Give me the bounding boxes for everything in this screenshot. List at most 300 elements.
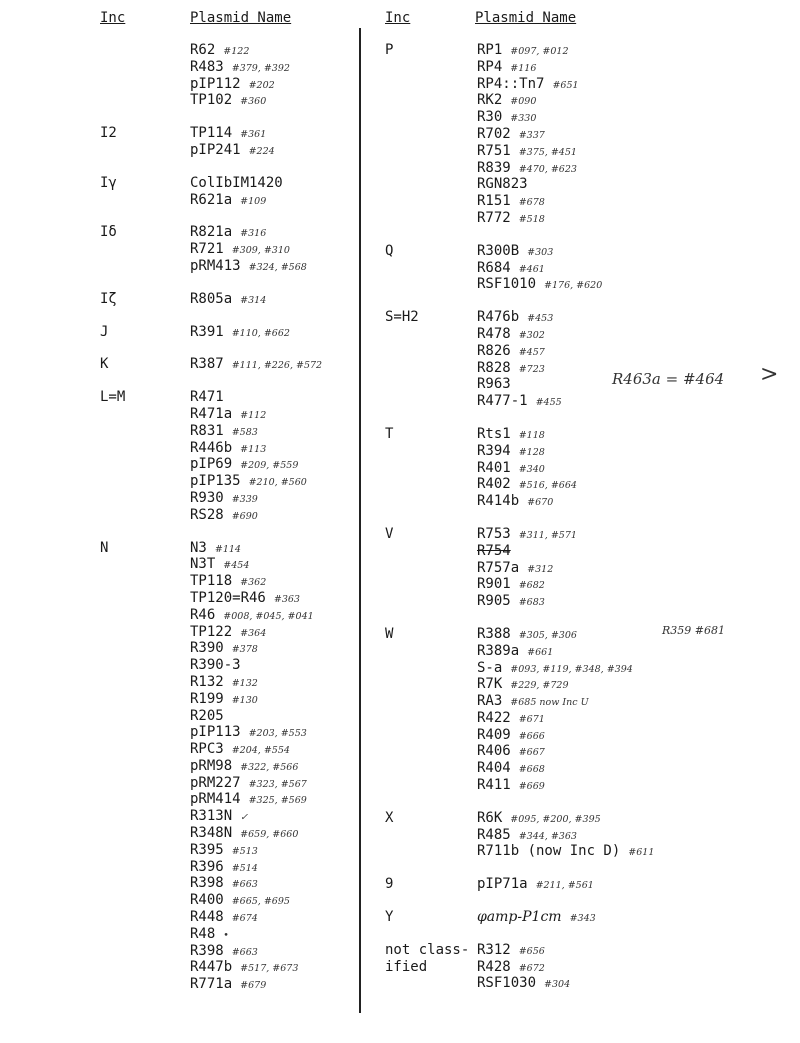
left-inc-group xyxy=(100,125,355,159)
left-inc-group xyxy=(100,356,355,373)
plasmid-entry xyxy=(190,59,355,76)
plasmid-entry xyxy=(477,426,795,443)
plasmid-name: R388 xyxy=(477,625,511,642)
accession-note: #176, #620 xyxy=(544,280,603,292)
plasmid-entry xyxy=(190,741,355,758)
plasmid-entry xyxy=(477,876,795,893)
plasmid-name: R205 xyxy=(190,707,224,724)
plasmid-name: R414b xyxy=(477,493,520,510)
plasmid-name: RP4::Tn7 xyxy=(477,75,545,92)
plasmid-entry xyxy=(477,243,795,260)
right-inc-group xyxy=(385,909,795,926)
margin-note-s: R463a = #464 xyxy=(612,370,725,388)
plasmid-list xyxy=(477,876,795,893)
accession-note: #656 xyxy=(518,945,545,957)
accession-note: #674 xyxy=(231,913,258,925)
plasmid-name: RS28 xyxy=(190,506,224,523)
accession-note: #454 xyxy=(223,560,250,572)
left-inc-group xyxy=(100,42,355,109)
accession-note: #337 xyxy=(518,129,545,141)
plasmid-name: R471a xyxy=(190,405,233,422)
plasmid-name: R30 xyxy=(477,109,503,126)
plasmid-name: Rts1 xyxy=(477,425,511,442)
plasmid-entry xyxy=(190,241,355,258)
plasmid-name: R398 xyxy=(190,875,224,892)
plasmid-name: S-a xyxy=(477,659,503,676)
plasmid-name: RK2 xyxy=(477,92,503,109)
plasmid-entry xyxy=(190,224,355,241)
plasmid-entry xyxy=(190,758,355,775)
plasmid-entry xyxy=(190,42,355,59)
plasmid-name: R448 xyxy=(190,909,224,926)
inc-label: L=M xyxy=(100,389,126,406)
plasmid-entry xyxy=(477,576,795,593)
accession-note: #514 xyxy=(231,862,258,874)
inc-label: Iζ xyxy=(100,290,117,307)
plasmid-entry xyxy=(190,657,355,674)
accession-note: #682 xyxy=(518,580,545,592)
accession-note: #343 xyxy=(569,913,596,925)
plasmid-name: R828 xyxy=(477,359,511,376)
accession-note: #339 xyxy=(231,493,258,505)
plasmid-name: N3T xyxy=(190,556,216,573)
accession-note: #723 xyxy=(518,363,545,375)
plasmid-name: RPC3 xyxy=(190,741,224,758)
accession-note: #322, #566 xyxy=(240,761,299,773)
plasmid-name: R199 xyxy=(190,690,224,707)
plasmid-entry xyxy=(190,406,355,423)
inc-label: Q xyxy=(385,242,394,259)
accession-note: #323, #567 xyxy=(248,778,307,790)
accession-note: #112 xyxy=(240,409,267,421)
plasmid-name: R46 xyxy=(190,606,216,623)
accession-note: #663 xyxy=(231,879,258,891)
plasmid-name: R477-1 xyxy=(477,393,528,410)
plasmid-entry xyxy=(477,126,795,143)
accession-note: #116 xyxy=(510,62,537,74)
accession-note: #008, #045, #041 xyxy=(223,610,314,622)
plasmid-name: N3 xyxy=(190,539,207,556)
inc-label: Iδ xyxy=(100,224,117,241)
plasmid-list xyxy=(477,309,795,410)
plasmid-entry xyxy=(190,175,355,192)
plasmid-name: pIP71a xyxy=(477,876,528,893)
accession-note: #128 xyxy=(518,446,545,458)
accession-note: #090 xyxy=(510,96,537,108)
plasmid-entry xyxy=(477,975,795,992)
plasmid-entry xyxy=(477,843,795,860)
plasmid-entry xyxy=(190,590,355,607)
plasmid-entry xyxy=(190,324,355,341)
plasmid-entry xyxy=(477,543,795,560)
accession-note: #470, #623 xyxy=(518,163,577,175)
plasmid-name: R447b xyxy=(190,959,233,976)
plasmid-entry xyxy=(477,276,795,293)
inc-label: V xyxy=(385,525,394,542)
accession-note: #672 xyxy=(518,962,545,974)
right-inc-group xyxy=(385,426,795,510)
left-inc-group xyxy=(100,324,355,341)
plasmid-name: pIP135 xyxy=(190,473,241,490)
accession-note: #312 xyxy=(527,563,554,575)
plasmid-entry xyxy=(190,456,355,473)
plasmid-list xyxy=(477,810,795,860)
plasmid-entry xyxy=(190,356,355,373)
plasmid-entry xyxy=(477,92,795,109)
plasmid-list xyxy=(190,291,355,308)
accession-note: #516, #664 xyxy=(518,480,577,492)
plasmid-entry xyxy=(477,660,795,677)
left-inc-group xyxy=(100,389,355,523)
accession-note: #304 xyxy=(544,979,571,991)
inc-label: W xyxy=(385,625,394,642)
plasmid-entry xyxy=(477,42,795,59)
plasmid-entry xyxy=(190,640,355,657)
right-inc-group xyxy=(385,42,795,227)
plasmid-list xyxy=(190,42,355,109)
plasmid-entry xyxy=(477,676,795,693)
accession-note: #340 xyxy=(518,463,545,475)
plasmid-entry xyxy=(190,540,355,557)
plasmid-name: R409 xyxy=(477,726,511,743)
accession-note: #311, #571 xyxy=(518,529,577,541)
plasmid-name: R754 xyxy=(477,542,511,559)
plasmid-name: R446b xyxy=(190,439,233,456)
plasmid-name: RSF1030 xyxy=(477,975,537,992)
plasmid-list xyxy=(190,356,355,373)
plasmid-entry xyxy=(477,827,795,844)
inc-label: 9 xyxy=(385,876,394,893)
accession-note: #229, #729 xyxy=(510,680,569,692)
plasmid-name: R313N xyxy=(190,808,233,825)
plasmid-entry xyxy=(477,193,795,210)
accession-note: #302 xyxy=(518,329,545,341)
plasmid-name: pIP113 xyxy=(190,724,241,741)
accession-note: #517, #673 xyxy=(240,963,299,975)
plasmid-entry xyxy=(190,775,355,792)
plasmid-name: RGN823 xyxy=(477,176,528,193)
plasmid-name: R821a xyxy=(190,224,233,241)
accession-note: #375, #451 xyxy=(518,146,577,158)
accession-note: #685 now Inc U xyxy=(510,697,589,709)
plasmid-name: R396 xyxy=(190,858,224,875)
plasmid-entry xyxy=(190,607,355,624)
inc-label: S=H2 xyxy=(385,309,419,326)
accession-note: #324, #568 xyxy=(248,261,307,273)
accession-note: #325, #569 xyxy=(248,795,307,807)
accession-note: #683 xyxy=(518,597,545,609)
plasmid-entry xyxy=(477,143,795,160)
plasmid-name: R471 xyxy=(190,389,224,406)
accession-note: #204, #554 xyxy=(231,745,290,757)
plasmid-entry xyxy=(190,573,355,590)
plasmid-list xyxy=(477,526,795,610)
plasmid-name: RSF1010 xyxy=(477,276,537,293)
plasmid-entry xyxy=(477,777,795,794)
plasmid-entry xyxy=(477,343,795,360)
plasmid-entry xyxy=(190,892,355,909)
accession-note: #344, #363 xyxy=(518,830,577,842)
accession-note: #111, #226, #572 xyxy=(231,360,323,372)
right-inc-header: Inc xyxy=(385,10,411,26)
plasmid-entry xyxy=(477,176,795,193)
plasmid-name: R394 xyxy=(477,442,511,459)
accession-note: #666 xyxy=(518,730,545,742)
accession-note: #378 xyxy=(231,644,258,656)
plasmid-name: R772 xyxy=(477,209,511,226)
plasmid-entry xyxy=(477,626,795,643)
plasmid-entry xyxy=(477,710,795,727)
plasmid-name: RP1 xyxy=(477,42,503,58)
accession-note: #316 xyxy=(240,228,267,240)
plasmid-name: RP4 xyxy=(477,58,503,75)
inc-label: K xyxy=(100,356,109,373)
plasmid-name: R300B xyxy=(477,242,520,259)
accession-note: #659, #660 xyxy=(240,829,299,841)
right-inc-group xyxy=(385,942,795,992)
accession-note: #114 xyxy=(214,543,241,555)
plasmid-name: R771a xyxy=(190,976,233,993)
plasmid-entry xyxy=(190,125,355,142)
plasmid-list xyxy=(190,175,355,209)
plasmid-name: R151 xyxy=(477,193,511,210)
margin-note-w: R359 #681 xyxy=(662,624,725,637)
plasmid-name: R721 xyxy=(190,241,224,258)
accession-note: #453 xyxy=(527,313,554,325)
plasmid-name: R395 xyxy=(190,841,224,858)
plasmid-name: R6K xyxy=(477,809,503,826)
right-inc-group xyxy=(385,810,795,860)
right-inc-group xyxy=(385,526,795,610)
accession-note: #093, #119, #348, #394 xyxy=(510,663,633,675)
accession-note: #690 xyxy=(231,510,258,522)
plasmid-name: R398 xyxy=(190,942,224,959)
right-plasmid-header: Plasmid Name xyxy=(475,10,577,26)
inc-label: I2 xyxy=(100,125,117,142)
plasmid-name: R391 xyxy=(190,323,224,340)
plasmid-name: R805a xyxy=(190,290,233,307)
plasmid-entry xyxy=(190,976,355,993)
accession-note: #305, #306 xyxy=(518,629,577,641)
plasmid-name: R404 xyxy=(477,760,511,777)
accession-note: #461 xyxy=(518,263,545,275)
accession-note: #679 xyxy=(240,980,267,992)
accession-note: #611 xyxy=(628,847,655,859)
plasmid-entry xyxy=(190,842,355,859)
right-inc-group xyxy=(385,876,795,893)
accession-note: #109 xyxy=(240,195,267,207)
inc-label: J xyxy=(100,323,109,340)
plasmid-entry xyxy=(477,526,795,543)
plasmid-entry xyxy=(190,926,355,943)
accession-note: #665, #695 xyxy=(231,896,290,908)
plasmid-list xyxy=(190,224,355,274)
accession-note: #363 xyxy=(273,593,300,605)
plasmid-entry xyxy=(190,389,355,406)
plasmid-entry xyxy=(190,724,355,741)
plasmid-name: R485 xyxy=(477,826,511,843)
plasmid-name: TP120=R46 xyxy=(190,589,266,606)
plasmid-entry xyxy=(190,708,355,725)
plasmid-name: R963 xyxy=(477,376,511,393)
plasmid-name: R684 xyxy=(477,259,511,276)
plasmid-name: pRM413 xyxy=(190,257,241,274)
plasmid-entry xyxy=(477,59,795,76)
accession-note: #670 xyxy=(527,497,554,509)
plasmid-entry xyxy=(190,909,355,926)
plasmid-list xyxy=(190,125,355,159)
plasmid-entry xyxy=(190,92,355,109)
plasmid-entry xyxy=(190,76,355,93)
plasmid-name: R406 xyxy=(477,743,511,760)
plasmid-name: pRM414 xyxy=(190,791,241,808)
accession-note: #118 xyxy=(518,429,545,441)
plasmid-name: R826 xyxy=(477,342,511,359)
inc-label: Iγ xyxy=(100,174,117,191)
plasmid-name: R411 xyxy=(477,777,511,794)
plasmid-entry xyxy=(190,423,355,440)
plasmid-list xyxy=(477,942,795,992)
accession-note: #583 xyxy=(231,426,258,438)
left-inc-group xyxy=(100,291,355,308)
plasmid-list xyxy=(190,540,355,994)
accession-note: #097, #012 xyxy=(510,46,569,57)
plasmid-entry xyxy=(190,473,355,490)
plasmid-name: R132 xyxy=(190,673,224,690)
inc-label: not class- ified xyxy=(385,941,470,975)
left-inc-group xyxy=(100,540,355,994)
plasmid-name: R621a xyxy=(190,191,233,208)
inc-label: N xyxy=(100,539,109,556)
plasmid-entry xyxy=(190,825,355,842)
accession-note: #661 xyxy=(527,646,554,658)
plasmid-name: R757a xyxy=(477,559,520,576)
plasmid-entry xyxy=(190,507,355,524)
plasmid-name: R387 xyxy=(190,356,224,373)
plasmid-name: R483 xyxy=(190,58,224,75)
accession-note: #130 xyxy=(231,694,258,706)
plasmid-name: pRM227 xyxy=(190,774,241,791)
plasmid-name: R702 xyxy=(477,125,511,142)
plasmid-list xyxy=(477,626,795,794)
accession-note: #513 xyxy=(231,845,258,857)
inc-label: T xyxy=(385,425,394,442)
accession-note: #202 xyxy=(248,79,275,91)
inc-label: X xyxy=(385,809,394,826)
plasmid-name: R901 xyxy=(477,576,511,593)
plasmid-entry xyxy=(477,493,795,510)
plasmid-entry xyxy=(477,959,795,976)
plasmid-name: R400 xyxy=(190,892,224,909)
plasmid-list xyxy=(477,426,795,510)
plasmid-entry xyxy=(477,210,795,227)
plasmid-entry xyxy=(190,142,355,159)
plasmid-entry xyxy=(477,760,795,777)
plasmid-entry xyxy=(190,959,355,976)
plasmid-name: R428 xyxy=(477,958,511,975)
plasmid-name: R389a xyxy=(477,642,520,659)
plasmid-entry xyxy=(477,109,795,126)
accession-note: #667 xyxy=(518,747,545,759)
plasmid-entry xyxy=(477,76,795,93)
plasmid-name: R390 xyxy=(190,640,224,657)
plasmid-name: pIP69 xyxy=(190,456,233,473)
left-inc-group xyxy=(100,175,355,209)
plasmid-entry xyxy=(190,691,355,708)
accession-note: #110, #662 xyxy=(231,327,290,339)
accession-note: #122 xyxy=(223,46,250,57)
inc-label: P xyxy=(385,42,394,58)
plasmid-list xyxy=(477,243,795,293)
plasmid-name: R422 xyxy=(477,709,511,726)
plasmid-entry xyxy=(190,624,355,641)
plasmid-entry xyxy=(477,942,795,959)
plasmid-entry xyxy=(477,909,795,926)
plasmid-entry xyxy=(190,943,355,960)
right-inc-group xyxy=(385,243,795,293)
plasmid-entry xyxy=(477,560,795,577)
accession-note: #314 xyxy=(240,294,267,306)
plasmid-entry xyxy=(190,192,355,209)
margin-bracket-mark: > xyxy=(760,362,779,387)
plasmid-entry xyxy=(477,160,795,177)
plasmid-entry xyxy=(190,674,355,691)
left-inc-header: Inc xyxy=(100,10,126,26)
plasmid-entry xyxy=(477,309,795,326)
left-column xyxy=(100,42,355,1009)
plasmid-list xyxy=(477,42,795,227)
right-inc-group xyxy=(385,626,795,794)
plasmid-name: TP118 xyxy=(190,573,233,590)
accession-note: #362 xyxy=(240,577,267,589)
accession-note: #379, #392 xyxy=(231,62,290,74)
accession-note: #364 xyxy=(240,627,267,639)
plasmid-list xyxy=(190,324,355,341)
plasmid-entry xyxy=(190,556,355,573)
plasmid-name: R905 xyxy=(477,593,511,610)
right-column xyxy=(385,42,795,1008)
plasmid-name: pRM98 xyxy=(190,757,233,774)
accession-note: #668 xyxy=(518,764,545,776)
accession-note: #651 xyxy=(552,79,579,91)
plasmid-name: R711b (now Inc D) xyxy=(477,843,621,860)
accession-note: #209, #559 xyxy=(240,460,299,472)
plasmid-name: R930 xyxy=(190,489,224,506)
plasmid-entry xyxy=(190,791,355,808)
plasmid-name: R7K xyxy=(477,676,503,693)
accession-note: #309, #310 xyxy=(231,245,290,257)
plasmid-entry xyxy=(477,326,795,343)
accession-note: #457 xyxy=(518,346,545,358)
plasmid-name: R751 xyxy=(477,142,511,159)
accession-note: #663 xyxy=(231,946,258,958)
plasmid-entry xyxy=(190,859,355,876)
plasmid-name: TP122 xyxy=(190,623,233,640)
plasmid-entry xyxy=(477,393,795,410)
accession-note: #203, #553 xyxy=(248,728,307,740)
plasmid-name: R831 xyxy=(190,422,224,439)
accession-note: • xyxy=(223,929,229,941)
plasmid-entry xyxy=(190,440,355,457)
plasmid-entry xyxy=(477,810,795,827)
plasmid-entry xyxy=(190,808,355,825)
accession-note: #330 xyxy=(510,113,537,125)
accession-note: #678 xyxy=(518,197,545,209)
plasmid-entry xyxy=(477,260,795,277)
inc-label: Y xyxy=(385,909,394,926)
plasmid-list xyxy=(190,389,355,523)
plasmid-name: pIP112 xyxy=(190,75,241,92)
